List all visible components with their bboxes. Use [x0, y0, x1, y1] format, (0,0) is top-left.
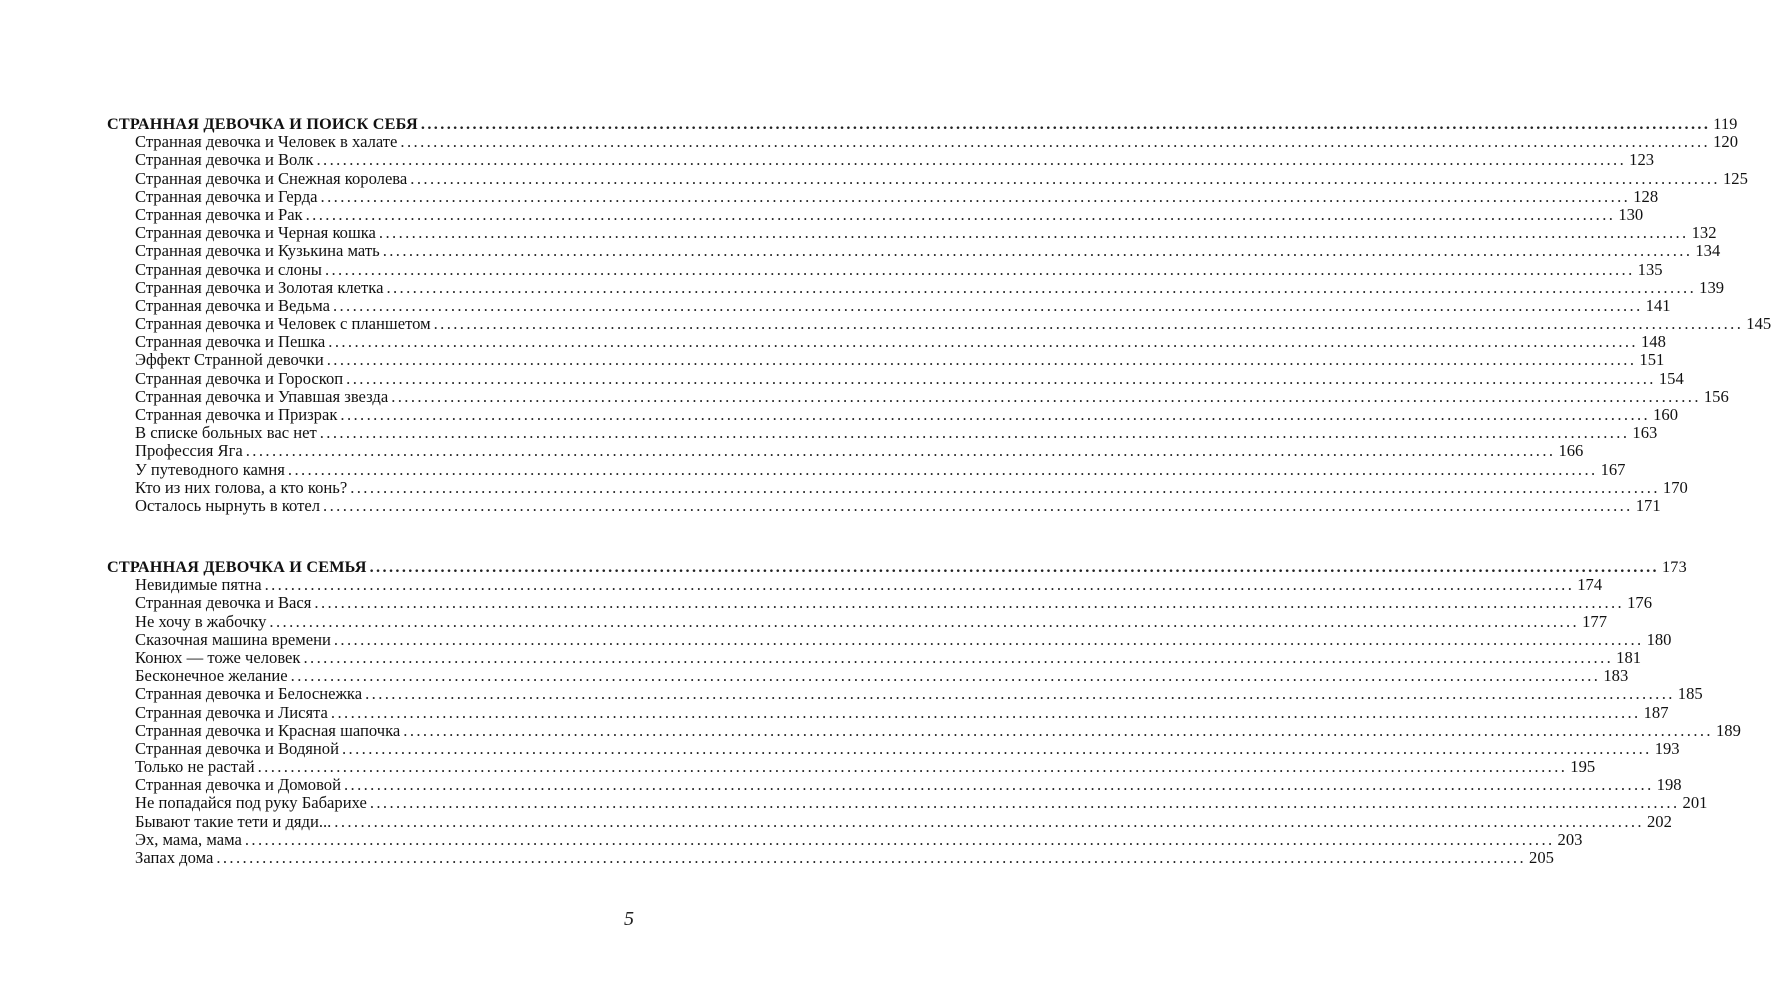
dot-leader: ........................................................................................................................................................................................................ [245, 441, 1556, 461]
dot-leader: ........................................................................................................................................................................................................ [269, 611, 1580, 631]
dot-leader: ........................................................................................................................................................................................................ [332, 295, 1643, 315]
entry-page-number: 176 [1627, 593, 1652, 613]
entry-title: Не попадайся под руку Бабарихе [135, 793, 367, 813]
toc-section-2 [107, 558, 1741, 867]
entry-page-number: 160 [1653, 405, 1678, 424]
toc-entry [107, 495, 1661, 515]
entry-title: Профессия Яга [135, 441, 243, 461]
dot-leader: ........................................................................................................................................................................................................ [382, 241, 1693, 261]
dot-leader: ........................................................................................................................................................................................................ [326, 350, 1637, 370]
entry-page-number: 154 [1658, 368, 1684, 388]
dot-leader: ........................................................................................................................................................................................................ [264, 575, 1575, 595]
dot-leader: ........................................................................................................................................................................................................ [369, 558, 1659, 576]
toc-entry [107, 132, 1738, 152]
dot-leader: ........................................................................................................................................................................................................ [216, 848, 1527, 867]
toc-entry [107, 593, 1652, 613]
toc-entry [107, 295, 1671, 315]
entry-title: Странная девочка и Белоснежка [135, 684, 363, 704]
toc-entry [107, 575, 1603, 595]
entry-page-number: 166 [1558, 441, 1584, 461]
entry-page-number: 167 [1600, 459, 1626, 479]
entry-title: Странная девочка и Водяной [135, 738, 339, 758]
entry-page-number: 174 [1577, 575, 1603, 595]
toc-entry [107, 702, 1669, 722]
section-page-number: 173 [1661, 558, 1687, 576]
dot-leader: ........................................................................................................................................................................................................ [369, 793, 1680, 813]
entry-page-number: 187 [1643, 702, 1669, 722]
toc-entry [107, 848, 1554, 867]
toc-entry [107, 720, 1741, 740]
dot-leader: ........................................................................................................................................................................................................ [257, 757, 1568, 777]
entry-title: Не хочу в жабочку [135, 611, 267, 631]
entry-title: Странная девочка и Вася [135, 593, 312, 613]
toc-entry [107, 204, 1644, 224]
entry-title: Странная девочка и Золотая клетка [135, 277, 384, 297]
entry-title: Бесконечное желание [135, 666, 288, 686]
dot-leader: ........................................................................................................................................................................................................ [365, 684, 1675, 704]
dot-leader: ........................................................................................................................................................................................................ [244, 829, 1555, 849]
toc-entries [107, 575, 1741, 867]
toc-entries [107, 132, 1771, 515]
toc-entry [107, 350, 1665, 370]
dot-leader: ........................................................................................................................................................................................................ [305, 204, 1616, 224]
entry-title: Странная девочка и Гороскоп [135, 368, 344, 388]
dot-leader: ........................................................................................................................................................................................................ [410, 168, 1720, 188]
toc-entry [107, 775, 1682, 795]
entry-title: Странная девочка и Ведьма [135, 295, 330, 315]
entry-title: Странная девочка и Пешка [135, 332, 326, 352]
entry-page-number: 203 [1557, 829, 1583, 849]
entry-title: В списке больных вас нет [135, 423, 317, 443]
toc-entry [107, 241, 1721, 261]
entry-title: Странная девочка и Кузькина мать [135, 241, 380, 261]
toc-entry [107, 629, 1672, 649]
entry-page-number: 170 [1662, 477, 1688, 497]
dot-leader: ........................................................................................................................................................................................................ [324, 259, 1635, 279]
entry-page-number: 135 [1637, 259, 1663, 279]
entry-page-number: 198 [1656, 775, 1682, 795]
toc-entry [107, 259, 1663, 279]
entry-title: Странная девочка и Человек в халате [135, 132, 398, 152]
dot-leader: ........................................................................................................................................................................................................ [314, 593, 1625, 613]
entry-title: Странная девочка и Человек с планшетом [135, 314, 431, 334]
entry-title: Странная девочка и Упавшая звезда [135, 386, 389, 406]
toc-entry [107, 368, 1684, 388]
toc-entry [107, 405, 1678, 424]
entry-page-number: 180 [1646, 629, 1672, 649]
entry-page-number: 125 [1722, 168, 1748, 188]
entry-title: Странная девочка и слоны [135, 259, 322, 279]
entry-title: Кто из них голова, а кто конь? [135, 477, 348, 497]
dot-leader: ........................................................................................................................................................................................................ [420, 115, 1711, 133]
toc-entry [107, 223, 1717, 243]
entry-page-number: 163 [1632, 423, 1658, 443]
toc-entry [107, 829, 1583, 849]
entry-title: Эх, мама, мама [135, 829, 242, 849]
entry-title: Запах дома [135, 848, 214, 867]
dot-leader: ........................................................................................................................................................................................................ [403, 720, 1713, 740]
entry-title: Осталось нырнуть в котел [135, 495, 321, 515]
entry-page-number: 148 [1640, 332, 1666, 352]
entry-page-number: 128 [1633, 186, 1659, 206]
section-heading [107, 558, 1687, 576]
section-title: СТРАННАЯ ДЕВОЧКА И ПОИСК СЕБЯ [107, 115, 418, 133]
dot-leader: ........................................................................................................................................................................................................ [330, 702, 1641, 722]
dot-leader: ........................................................................................................................................................................................................ [328, 332, 1638, 352]
toc-entry [107, 277, 1725, 297]
entry-page-number: 141 [1645, 295, 1671, 315]
toc-entry [107, 459, 1626, 479]
entry-title: Странная девочка и Призрак [135, 405, 338, 424]
toc-entry [107, 314, 1771, 334]
dot-leader: ........................................................................................................................................................................................................ [287, 459, 1598, 479]
entry-title: Странная девочка и Волк [135, 150, 314, 170]
toc-entry [107, 150, 1655, 170]
entry-page-number: 193 [1654, 738, 1680, 758]
entry-page-number: 123 [1629, 150, 1655, 170]
dot-leader: ........................................................................................................................................................................................................ [333, 629, 1644, 649]
dot-leader: ........................................................................................................................................................................................................ [342, 738, 1652, 758]
entry-title: Странная девочка и Черная кошка [135, 223, 376, 243]
dot-leader: ........................................................................................................................................................................................................ [378, 223, 1689, 243]
toc-entry [107, 611, 1607, 631]
toc-entry [107, 477, 1688, 497]
entry-page-number: 185 [1677, 684, 1703, 704]
entry-page-number: 145 [1746, 314, 1771, 334]
entry-page-number: 134 [1695, 241, 1721, 261]
dot-leader: ........................................................................................................................................................................................................ [350, 477, 1660, 497]
entry-page-number: 177 [1582, 611, 1607, 631]
toc-entry [107, 186, 1659, 206]
page-number: 5 [624, 908, 634, 930]
dot-leader: ........................................................................................................................................................................................................ [346, 368, 1656, 388]
dot-leader: ........................................................................................................................................................................................................ [343, 775, 1654, 795]
entry-page-number: 202 [1646, 811, 1672, 831]
dot-leader: ........................................................................................................................................................................................................ [391, 386, 1701, 406]
entry-page-number: 171 [1635, 495, 1661, 515]
entry-page-number: 151 [1639, 350, 1665, 370]
toc-entry [107, 793, 1708, 813]
toc-entry [107, 647, 1642, 667]
dot-leader: ........................................................................................................................................................................................................ [386, 277, 1697, 297]
toc-entry [107, 423, 1658, 443]
entry-page-number: 183 [1603, 666, 1629, 686]
entry-title: Странная девочка и Лисята [135, 702, 328, 722]
section-title: СТРАННАЯ ДЕВОЧКА И СЕМЬЯ [107, 558, 367, 576]
toc-entry [107, 441, 1584, 461]
dot-leader: ........................................................................................................................................................................................................ [303, 647, 1614, 667]
toc-entry [107, 386, 1729, 406]
entry-title: Странная девочка и Красная шапочка [135, 720, 401, 740]
entry-page-number: 156 [1703, 386, 1729, 406]
toc-section-1 [107, 115, 1771, 515]
entry-title: Невидимые пятна [135, 575, 262, 595]
entry-title: Сказочная машина времени [135, 629, 331, 649]
entry-title: Конюх — тоже человек [135, 647, 301, 667]
entry-title: Только не растай [135, 757, 255, 777]
dot-leader: ........................................................................................................................................................................................................ [323, 495, 1633, 515]
entry-page-number: 181 [1616, 647, 1642, 667]
dot-leader: ........................................................................................................................................................................................................ [320, 186, 1631, 206]
dot-leader: ........................................................................................................................................................................................................ [334, 811, 1644, 831]
section-page-number: 119 [1713, 115, 1738, 133]
toc-entry [107, 811, 1672, 831]
dot-leader: ........................................................................................................................................................................................................ [316, 150, 1627, 170]
entry-page-number: 120 [1713, 132, 1738, 152]
entry-page-number: 189 [1715, 720, 1741, 740]
entry-title: Бывают такие тети и дяди... [135, 811, 332, 831]
entry-title: Странная девочка и Домовой [135, 775, 341, 795]
toc-entry [107, 168, 1748, 188]
entry-title: У путеводного камня [135, 459, 285, 479]
toc-entry [107, 684, 1703, 704]
dot-leader: ........................................................................................................................................................................................................ [290, 666, 1601, 686]
entry-page-number: 132 [1691, 223, 1717, 243]
dot-leader: ........................................................................................................................................................................................................ [340, 405, 1651, 424]
entry-title: Странная девочка и Рак [135, 204, 303, 224]
entry-page-number: 201 [1682, 793, 1708, 813]
entry-page-number: 205 [1529, 848, 1554, 867]
toc-entry [107, 332, 1666, 352]
entry-title: Странная девочка и Герда [135, 186, 318, 206]
entry-title: Странная девочка и Снежная королева [135, 168, 408, 188]
entry-page-number: 139 [1699, 277, 1725, 297]
dot-leader: ........................................................................................................................................................................................................ [433, 314, 1744, 334]
dot-leader: ........................................................................................................................................................................................................ [400, 132, 1711, 152]
toc-entry [107, 738, 1680, 758]
toc-entry [107, 666, 1629, 686]
entry-page-number: 195 [1570, 757, 1596, 777]
entry-page-number: 130 [1618, 204, 1644, 224]
entry-title: Эффект Странной девочки [135, 350, 324, 370]
dot-leader: ........................................................................................................................................................................................................ [319, 423, 1630, 443]
section-heading [107, 115, 1738, 133]
toc-entry [107, 757, 1596, 777]
